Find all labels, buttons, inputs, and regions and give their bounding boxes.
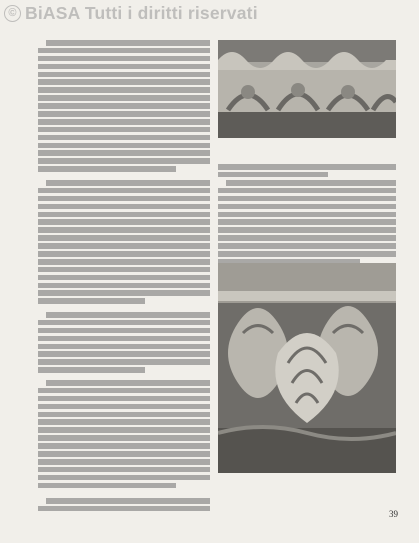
watermark-text: BiASA Tutti i diritti riservati	[25, 3, 258, 23]
figure-photo-frieze	[218, 40, 396, 138]
right-column	[218, 40, 396, 510]
figure-photo-capital	[218, 263, 396, 473]
text-paragraph-4	[38, 380, 210, 490]
text-paragraph-right-1	[218, 164, 396, 180]
text-paragraph-5	[38, 498, 210, 514]
frieze-illustration	[218, 40, 396, 138]
left-column	[38, 40, 210, 508]
watermark	[4, 3, 258, 24]
copyright-icon: ©	[4, 5, 21, 22]
page-number: 39	[389, 509, 398, 519]
capital-illustration	[218, 263, 396, 473]
text-paragraph-right-2	[218, 180, 396, 267]
text-paragraph-1	[38, 40, 210, 174]
text-paragraph-2	[38, 180, 210, 306]
text-paragraph-3	[38, 312, 210, 375]
